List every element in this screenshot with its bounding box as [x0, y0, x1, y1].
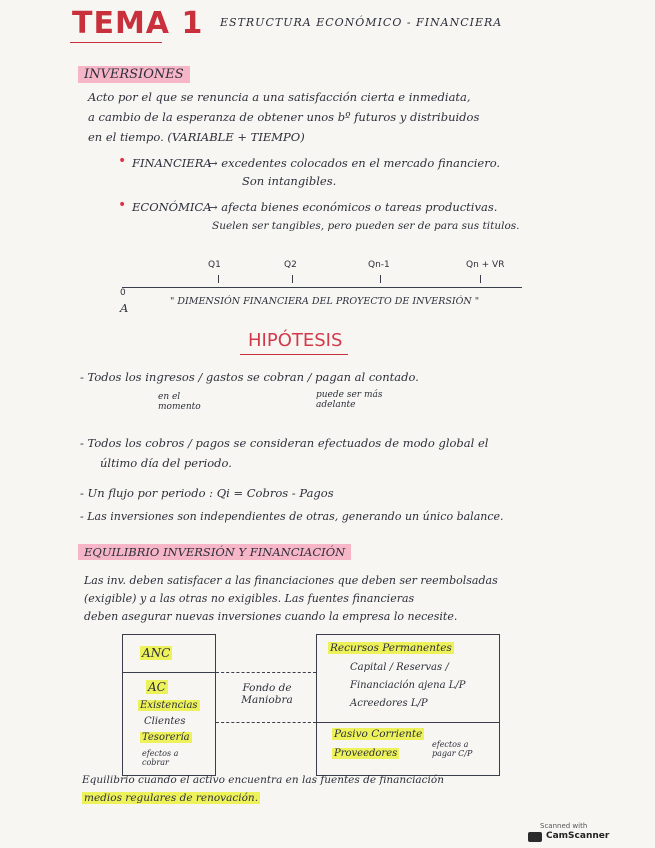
bullet-financiera-label: FINANCIERA — [132, 156, 212, 170]
equilibrio-conclusion-1: Equilibrio cuando el activo encuentra en las fuentes de financiación — [82, 774, 445, 786]
anc-label: ANC — [142, 646, 171, 660]
hipotesis-underline — [240, 354, 348, 355]
tesoreria-label: Tesorería — [142, 732, 190, 743]
bullet-economica-text2: Suelen ser tangibles, pero pueden ser de para sus titulos. — [212, 220, 520, 232]
hipotesis-item-3: - Un flujo por periodo : Qi = Cobros - Pagos — [80, 486, 334, 500]
assets-divider — [122, 672, 215, 673]
existencias-label: Existencias — [140, 700, 198, 711]
equilibrio-line-1: Las inv. deben satisfacer a las financiaciones que deben ser reembolsadas — [84, 574, 498, 587]
hipotesis-note-right: puede ser más adelante — [316, 390, 383, 410]
timeline-point-q2: Q2 — [284, 260, 297, 270]
acreedores-label: Acreedores L/P — [350, 698, 428, 709]
hipotesis-item-2-cont: último día del periodo. — [100, 456, 232, 470]
efectos-cobrar-label: efectos a cobrar — [142, 749, 179, 767]
hipotesis-heading: HIPÓTESIS — [248, 330, 343, 351]
equilibrio-conclusion-2: medios regulares de renovación. — [84, 792, 259, 804]
bullet-icon: • — [118, 197, 127, 213]
bullet-economica-text: → afecta bienes económicos o tareas productivas. — [208, 200, 498, 214]
timeline-point-qn1: Qn-1 — [368, 260, 390, 270]
title-underline — [70, 42, 162, 43]
bullet-economica-label: ECONÓMICA — [132, 200, 212, 214]
hipotesis-item-1: - Todos los ingresos / gastos se cobran / pagan al contado. — [80, 370, 419, 384]
timeline-a-label: A — [120, 301, 129, 315]
timeline-point-qnvr: Qn + VR — [466, 260, 505, 270]
timeline-tick — [380, 275, 389, 283]
bullet-financiera-text2: Son intangibles. — [242, 174, 337, 188]
timeline-tick — [292, 275, 301, 283]
timeline-axis — [122, 287, 522, 288]
inversiones-line-1: Acto por el que se renuncia a una satisfacción cierta e inmediata, — [88, 90, 471, 104]
page-subtitle: ESTRUCTURA ECONÓMICO - FINANCIERA — [220, 16, 503, 29]
equilibrio-heading: EQUILIBRIO INVERSIÓN Y FINANCIACIÓN — [78, 544, 351, 560]
hipotesis-item-4: - Las inversiones son independientes de otras, generando un único balance. — [80, 510, 504, 523]
timeline-tick — [480, 275, 489, 283]
page-title: TEMA 1 — [72, 6, 204, 41]
ac-label: AC — [148, 680, 166, 694]
equilibrio-line-3: deben asegurar nuevas inversiones cuando la empresa lo necesite. — [84, 610, 458, 623]
inversiones-line-3: en el tiempo. (VARIABLE + TIEMPO) — [88, 130, 305, 144]
timeline-point-q1: Q1 — [208, 260, 221, 270]
camscanner-icon — [528, 832, 542, 842]
equilibrio-line-2: (exigible) y a las otras no exigibles. Las fuentes financieras — [84, 592, 415, 605]
hipotesis-note-left: en el momento — [158, 392, 201, 412]
clientes-label: Clientes — [144, 716, 186, 727]
bullet-financiera-text: → excedentes colocados en el mercado financiero. — [208, 156, 501, 170]
pasivo-corriente-label: Pasivo Corriente — [334, 728, 423, 740]
proveedores-label: Proveedores — [334, 748, 398, 759]
recursos-permanentes-label: Recursos Permanentes — [330, 642, 452, 654]
inversiones-heading: INVERSIONES — [78, 66, 190, 83]
fondo-maniobra-label: Fondo de Maniobra — [241, 682, 293, 706]
timeline-start: 0 — [120, 288, 126, 298]
efectos-pagar-label: efectos a pagar C/P — [432, 740, 473, 758]
timeline-caption: " DIMENSIÓN FINANCIERA DEL PROYECTO DE INVERSIÓN " — [170, 296, 480, 307]
fondo-dash-bottom — [216, 722, 316, 723]
liabilities-divider — [316, 722, 499, 723]
timeline-tick — [218, 275, 227, 283]
scanned-with: Scanned with — [540, 822, 588, 830]
bullet-icon: • — [118, 153, 127, 169]
inversiones-line-2: a cambio de la esperanza de obtener unos bº futuros y distribuidos — [88, 110, 480, 124]
hipotesis-item-2: - Todos los cobros / pagos se consideran efectuados de modo global el — [80, 436, 489, 450]
capital-label: Capital / Reservas / — [350, 662, 449, 673]
camscanner-label: CamScanner — [546, 831, 610, 841]
financiacion-label: Financiación ajena L/P — [350, 680, 466, 691]
fondo-dash-top — [216, 672, 316, 673]
